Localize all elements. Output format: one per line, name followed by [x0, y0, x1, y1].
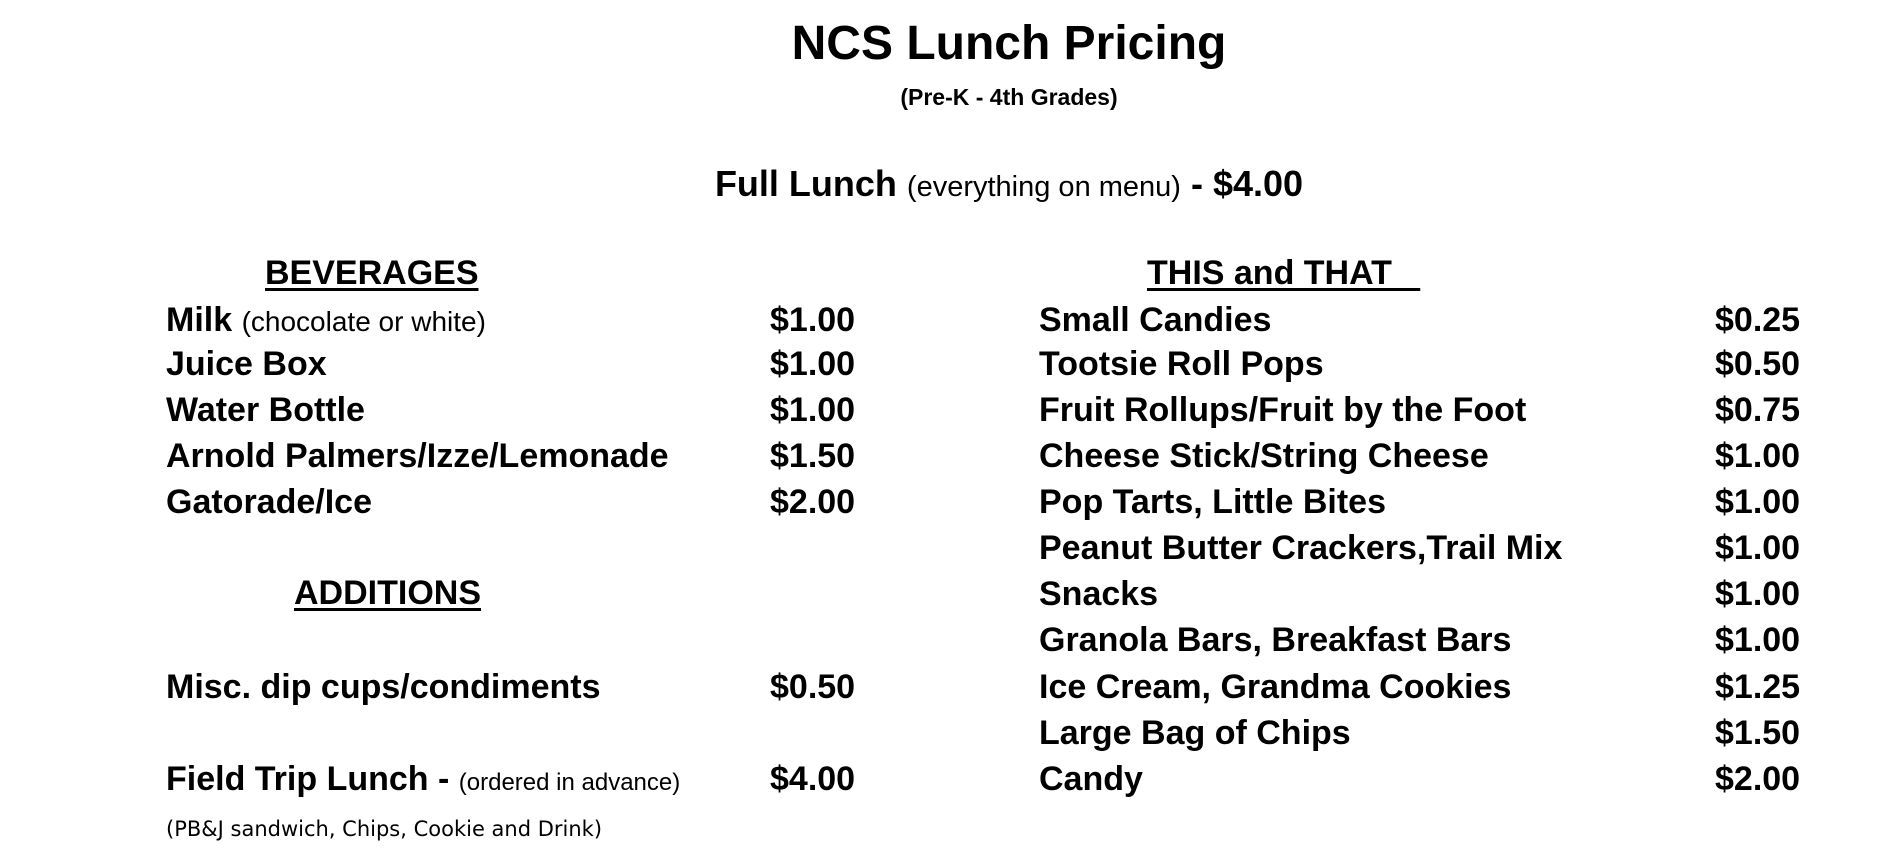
item-price: $1.00 — [1715, 483, 1801, 521]
beverage-row — [166, 388, 866, 432]
item-name: Cheese Stick/String Cheese — [1039, 437, 1489, 475]
snack-row — [1039, 526, 1799, 570]
item-name: Tootsie Roll Pops — [1039, 345, 1324, 383]
item-name: Gatorade/Ice — [166, 483, 372, 521]
item-name: Ice Cream, Grandma Cookies — [1039, 668, 1512, 706]
item-price: $1.00 — [1715, 621, 1801, 659]
full-lunch-label: Full Lunch — [714, 163, 897, 204]
beverages-heading: BEVERAGES — [265, 254, 479, 292]
item-note: (ordered in advance) — [458, 769, 681, 796]
item-name: Peanut Butter Crackers,Trail Mix — [1039, 529, 1563, 567]
item-name: Milk — [166, 301, 233, 339]
item-price: $4.00 — [770, 760, 856, 798]
item-price: $1.25 — [1715, 668, 1801, 706]
beverage-row — [166, 480, 866, 524]
item-price: $0.25 — [1715, 301, 1801, 339]
snack-row — [1039, 434, 1799, 478]
snack-row — [1039, 618, 1799, 662]
item-name: Small Candies — [1039, 301, 1272, 339]
item-name: Misc. dip cups/condiments — [166, 668, 601, 706]
field-trip-lunch — [166, 757, 680, 805]
page-subtitle: (Pre-K - 4th Grades) — [900, 84, 1118, 110]
item-note: (chocolate or white) — [241, 306, 486, 337]
item-name: Snacks — [1039, 575, 1159, 613]
item-price: $1.00 — [1715, 575, 1801, 613]
item-name: Arnold Palmers/Izze/Lemonade — [166, 437, 669, 475]
snack-row — [1039, 480, 1799, 524]
item-name: Large Bag of Chips — [1039, 714, 1351, 752]
item-name: Juice Box — [166, 345, 327, 383]
item-price: $2.00 — [1715, 760, 1801, 798]
additions-heading: ADDITIONS — [294, 574, 481, 612]
addition-row — [166, 757, 866, 801]
item-name: Candy — [1039, 760, 1143, 798]
field-trip-footnote: (PB&J sandwich, Chips, Cookie and Drink) — [166, 817, 603, 841]
snack-row — [1039, 342, 1799, 386]
item-price: $1.00 — [1715, 437, 1801, 475]
full-lunch-note: (everything on menu) — [906, 171, 1181, 203]
beverage-row — [166, 434, 866, 478]
full-lunch-line — [0, 160, 1900, 211]
beverage-row — [166, 342, 866, 386]
item-price: $0.50 — [770, 668, 856, 706]
full-lunch-price: - $4.00 — [1190, 163, 1304, 204]
item-name: Water Bottle — [166, 391, 365, 429]
snack-row — [1039, 711, 1799, 755]
item-name: Field Trip Lunch - — [166, 760, 450, 798]
item-price: $0.75 — [1715, 391, 1801, 429]
snack-row — [1039, 298, 1799, 342]
page-title: NCS Lunch Pricing — [791, 17, 1227, 70]
snack-row — [1039, 757, 1799, 801]
item-name: Pop Tarts, Little Bites — [1039, 483, 1386, 521]
item-price: $1.00 — [1715, 529, 1801, 567]
item-name: Granola Bars, Breakfast Bars — [1039, 621, 1512, 659]
beverage-row — [166, 298, 866, 342]
item-price: $1.00 — [770, 345, 856, 383]
snack-row — [1039, 665, 1799, 709]
snack-row — [1039, 572, 1799, 616]
item-price: $1.00 — [770, 301, 856, 339]
beverage-item-milk — [166, 298, 486, 344]
addition-row — [166, 665, 866, 709]
item-price: $1.50 — [1715, 714, 1801, 752]
item-price: $0.50 — [1715, 345, 1801, 383]
item-price: $2.00 — [770, 483, 856, 521]
item-price: $1.50 — [770, 437, 856, 475]
this-and-that-heading: THIS and THAT — [1147, 254, 1421, 292]
item-price: $1.00 — [770, 391, 856, 429]
item-name: Fruit Rollups/Fruit by the Foot — [1039, 391, 1527, 429]
snack-row — [1039, 388, 1799, 432]
